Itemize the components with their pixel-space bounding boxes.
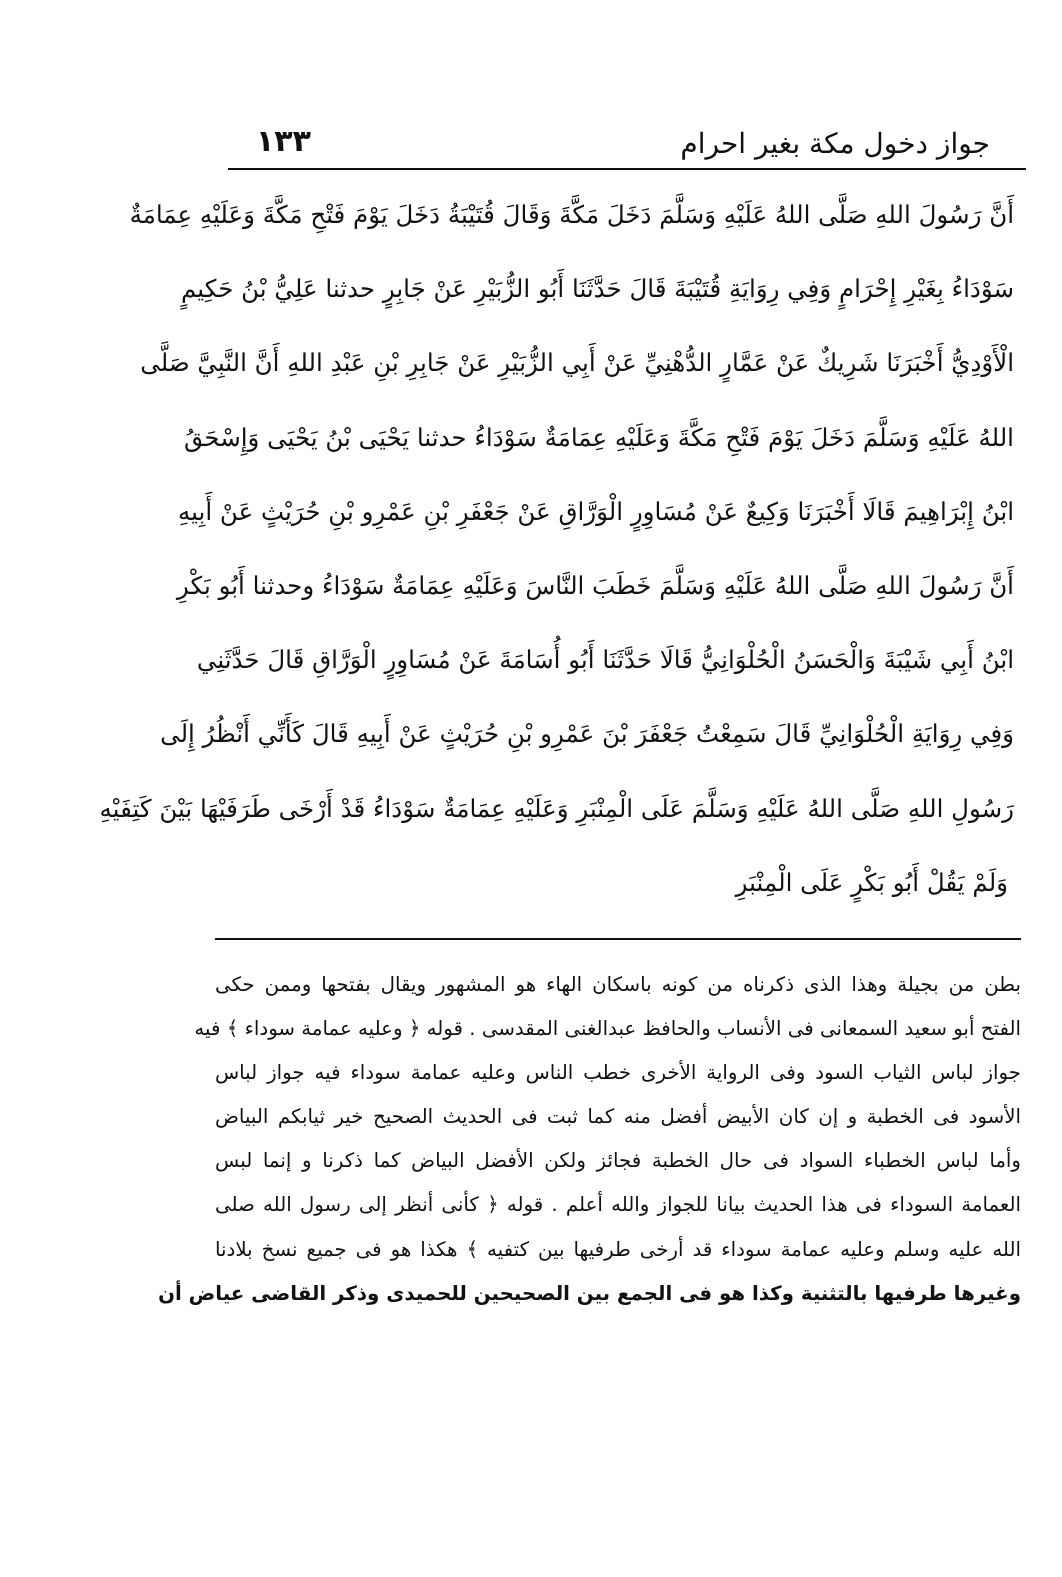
commentary-divider [215, 938, 1021, 940]
commentary-line: الله عليه وسلم وعليه عمامة سوداء قد أرخى طرفيها بين كتفيه ﴾ هكذا هو فى جميع نسخ بلادنا [215, 1237, 1021, 1261]
hadith-text [99, 178, 1014, 920]
header-rule [228, 168, 1026, 170]
hadith-line: ابْنُ أَبِي شَيْبَةَ وَالْحَسَنُ الْحُلْوَانِيُّ قَالَا حَدَّثَنَا أَبُو أُسَامَةَ عَنْ مُسَاوِرٍ الْوَرَّاقِ قَالَ حَدَّثَنِي [196, 645, 1014, 675]
commentary-line: العمامة السوداء فى هذا الحديث بيانا للجواز والله أعلم . قوله ﴿ كأنى أنظر إلى رسول الله صلى [215, 1193, 1021, 1217]
hadith-line: وَلَمْ يَقُلْ أَبُو بَكْرٍ عَلَى الْمِنْبَرِ [735, 867, 1008, 897]
hadith-line: رَسُولِ اللهِ صَلَّى اللهُ عَلَيْهِ وَسَلَّمَ عَلَى الْمِنْبَرِ وَعَلَيْهِ عِمَامَةٌ سَوْدَاءُ قَدْ أَرْخَى طَرَفَيْهَا بَيْنَ كَتِفَيْهِ [99, 793, 1014, 823]
running-title: جواز دخول مكة بغير احرام [680, 127, 990, 160]
hadith-line: الْأَوْدِيُّ أَخْبَرَنَا شَرِيكٌ عَنْ عَمَّارٍ الدُّهْنِيِّ عَنْ أَبِي الزُّبَيْرِ عَنْ جَابِرِ بْنِ عَبْدِ اللهِ أَنَّ النَّبِيَّ صَلَّى [140, 348, 1014, 378]
page-number: ١٣٣ [256, 124, 311, 159]
commentary-line: وغيرها طرفيها بالتثنية وكذا هو فى الجمع بين الصحيحين للحميدى وذكر القاضى عياض أن [158, 1281, 1021, 1305]
commentary-line: بطن من بجيلة وهذا الذى ذكرناه من كونه باسكان الهاء هو المشهور ويقال بفتحها وممن حكى [215, 973, 1021, 996]
commentary-line: وأما لباس الخطباء السواد فى حال الخطبة فجائز ولكن الأفضل البياض كما ذكرنا و إنما لبس [215, 1149, 1021, 1173]
commentary-line: الفتح أبو سعيد السمعانى فى الأنساب والحافظ عبدالغنى المقدسى . قوله ﴿ وعليه عمامة سوداء ﴾ فيه [194, 1017, 1021, 1041]
commentary-line: جواز لباس الثياب السود وفى الرواية الأخرى خطب الناس وعليه عمامة سوداء فيه جواز لباس [215, 1061, 1021, 1085]
commentary-text [158, 963, 1021, 1316]
commentary-line: الأسود فى الخطبة و إن كان الأبيض أفضل منه كما ثبت فى الحديث الصحيح خير ثيابكم البياض [215, 1105, 1021, 1129]
page-header [228, 118, 1026, 168]
hadith-line: أَنَّ رَسُولَ اللهِ صَلَّى اللهُ عَلَيْهِ وَسَلَّمَ خَطَبَ النَّاسَ وَعَلَيْهِ عِمَامَةٌ سَوْدَاءُ وحدثنا أَبُو بَكْرِ [176, 570, 1014, 600]
hadith-line: ابْنُ إِبْرَاهِيمَ قَالَا أَخْبَرَنَا وَكِيعٌ عَنْ مُسَاوِرٍ الْوَرَّاقِ عَنْ جَعْفَرِ بْنِ عَمْرِو بْنِ حُرَيْثٍ عَنْ أَبِيهِ [177, 496, 1014, 526]
hadith-line: أَنَّ رَسُولَ اللهِ صَلَّى اللهُ عَلَيْهِ وَسَلَّمَ دَخَلَ مَكَّةَ وَقَالَ قُتَيْبَةُ دَخَلَ يَوْمَ فَتْحِ مَكَّةَ وَعَلَيْهِ عِمَامَةٌ [129, 200, 1014, 229]
hadith-line: اللهُ عَلَيْهِ وَسَلَّمَ دَخَلَ يَوْمَ فَتْحِ مَكَّةَ وَعَلَيْهِ عِمَامَةٌ سَوْدَاءُ حدثنا يَحْيَى بْنُ يَحْيَى وَإِسْحَقُ [183, 422, 1014, 452]
hadith-line: وَفِي رِوَايَةِ الْحُلْوَانِيِّ قَالَ سَمِعْتُ جَعْفَرَ بْنَ عَمْرِو بْنِ حُرَيْثٍ عَنْ أَبِيهِ قَالَ كَأَنِّي أَنْظُرُ إِلَى [160, 719, 1014, 749]
hadith-line: سَوْدَاءُ بِغَيْرِ إِحْرَامٍ وَفِي رِوَايَةِ قُتَيْبَةَ قَالَ حَدَّثَنَا أَبُو الزُّبَيْرِ عَنْ جَابِرٍ حدثنا عَلِيُّ بْنُ حَكِيمٍ [181, 274, 1014, 304]
